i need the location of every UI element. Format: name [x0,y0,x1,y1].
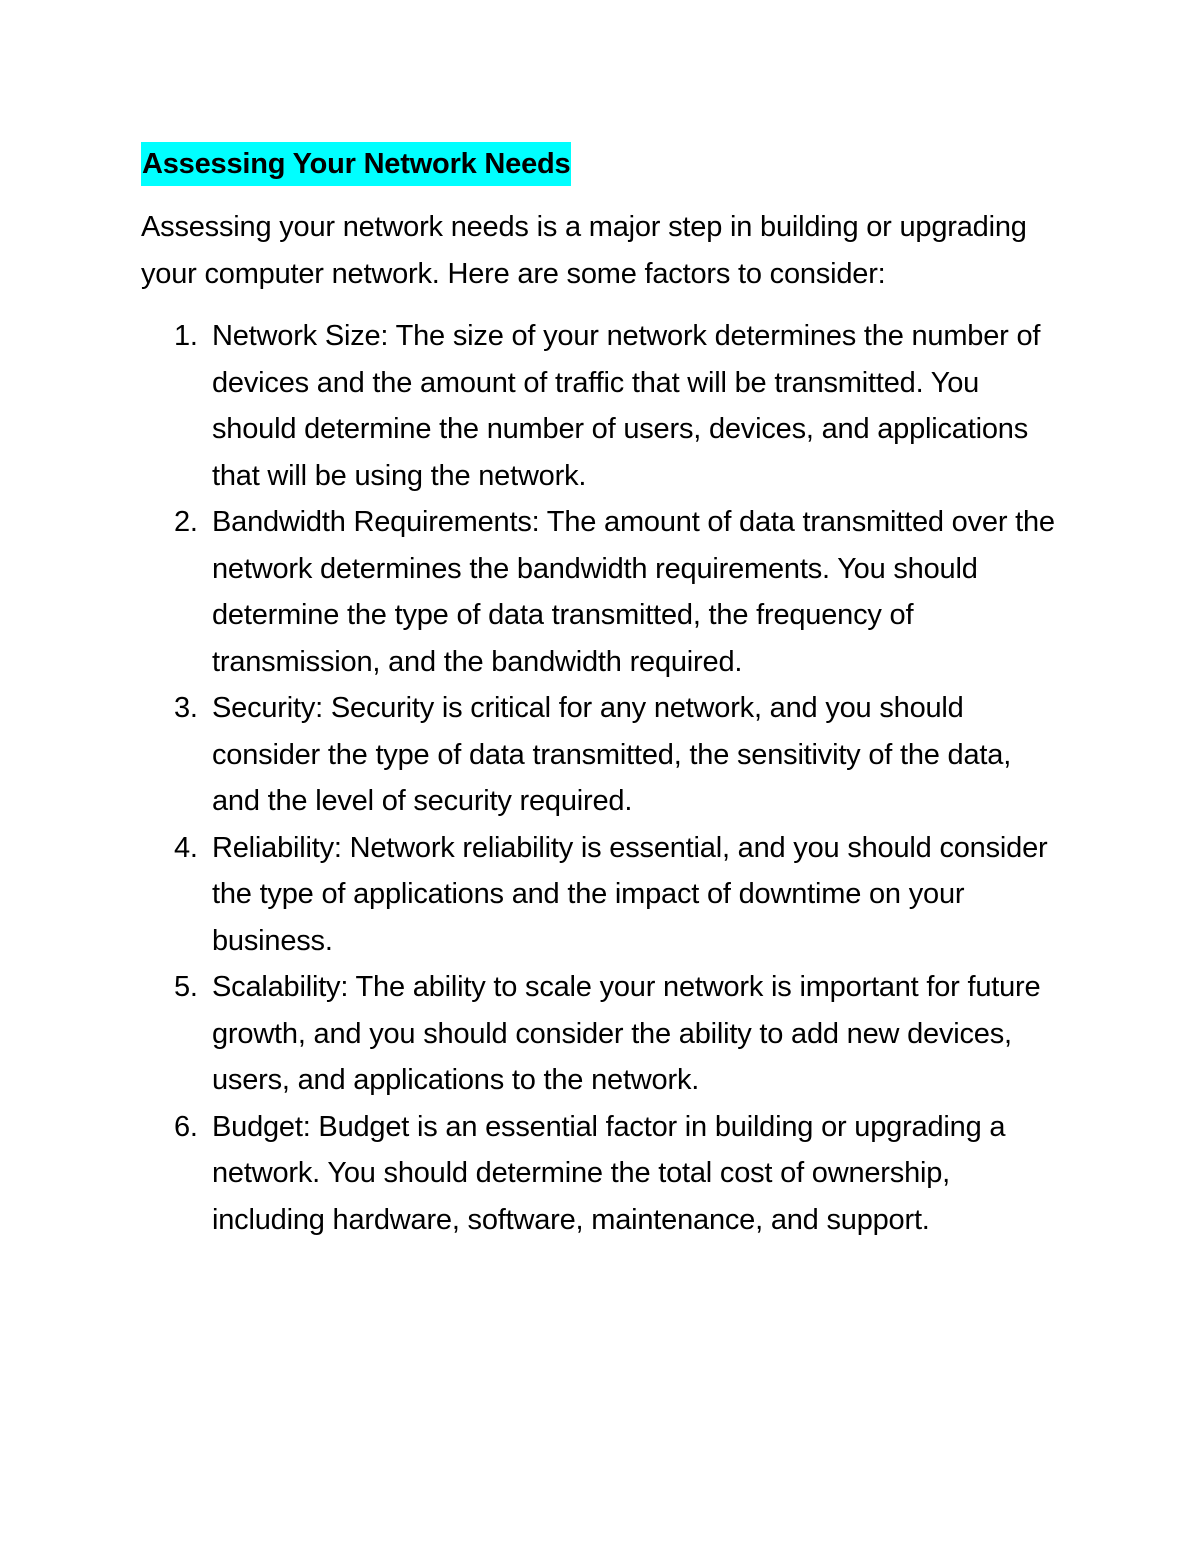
list-item [141,964,1061,1104]
list-item [141,499,1061,685]
list-item [141,825,1061,965]
list-item-number: 6. [174,1110,198,1143]
list-item-number: 1. [174,320,198,352]
list-item-number: 3. [174,692,198,724]
list-item [141,685,1061,825]
document-content [141,142,1061,1243]
list-item-text: Network Size: The size of your network determines the number of devices and the amount of traffic that will be transmitted. You should determine the number of users, devices, and applications that will be using the network. [212,320,1041,492]
list-item-text: Scalability: The ability to scale your network is important for future growth, and you should consider the ability to add new devices, users, and applications to the network. [212,971,1041,1096]
factor-list [141,313,1061,1243]
list-item-number: 4. [174,831,198,864]
document-heading: Assessing Your Network Needs [141,142,571,186]
list-item-text: Budget: Budget is an essential factor in building or upgrading a network. You should determine the total cost of ownership, including hardware, software, maintenance, and support. [212,1110,1006,1236]
list-item-text: Bandwidth Requirements: The amount of data transmitted over the network determines the bandwidth requirements. You should determine the type of data transmitted, the frequency of transmission, and the bandwidth required. [212,506,1055,678]
intro-paragraph: Assessing your network needs is a major step in building or upgrading your computer network. Here are some factors to consider: [141,211,1027,290]
list-item-text: Reliability: Network reliability is essential, and you should consider the type of applications and the impact of downtime on your business. [212,831,1048,957]
list-item-number: 2. [174,506,198,538]
list-item-text: Security: Security is critical for any network, and you should consider the type of data transmitted, the sensitivity of the data, and the level of security required. [212,692,1012,817]
list-item [141,313,1061,499]
list-item-number: 5. [174,971,198,1003]
list-item [141,1104,1061,1244]
